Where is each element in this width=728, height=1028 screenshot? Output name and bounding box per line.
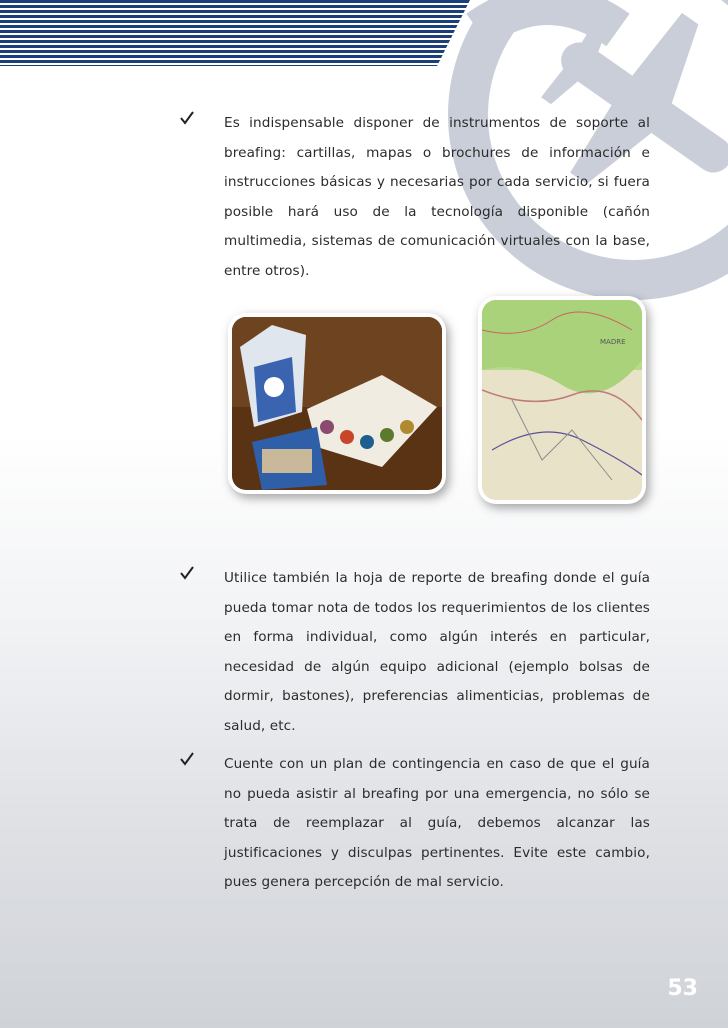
bullet-item: [180, 109, 650, 286]
bullet-item: [180, 750, 650, 898]
checkmark-icon: [180, 752, 194, 766]
brochures-photo: [232, 317, 442, 490]
page-number: 53: [667, 976, 698, 1001]
bullet-text: Es indispensable disponer de instrumentos de soporte al breafing: cartillas, mapas o brochures de información e instrucciones básicas y necesarias por cada servicio, si fuera posible hará uso de la tecnología disponible (cañón multimedia, sistemas de comunicación virtuales con la base, entre otros).: [224, 115, 650, 279]
bullet-text: Utilice también la hoja de reporte de breafing donde el guía pueda tomar nota de todos los requerimientos de los clientes en forma individual, como algún interés en particular, necesidad de algún equipo adicional (ejemplo bolsas de dormir, bastones), preferencias alimenticias, problemas de salud, etc.: [224, 570, 650, 734]
bullet-text: Cuente con un plan de contingencia en caso de que el guía no pueda asistir al breafing por una emergencia, no sólo se trata de reemplazar al guía, debemos alcanzar las justificaciones y disculpas pertinentes. Evite este cambio, pues genera percepción de mal servicio.: [224, 756, 650, 890]
checkmark-icon: [180, 111, 194, 125]
header-stripes: [0, 0, 470, 66]
map-photo: [482, 300, 642, 500]
checkmark-icon: [180, 566, 194, 580]
bullet-item: [180, 564, 650, 741]
map-label: MADRE: [600, 338, 626, 346]
